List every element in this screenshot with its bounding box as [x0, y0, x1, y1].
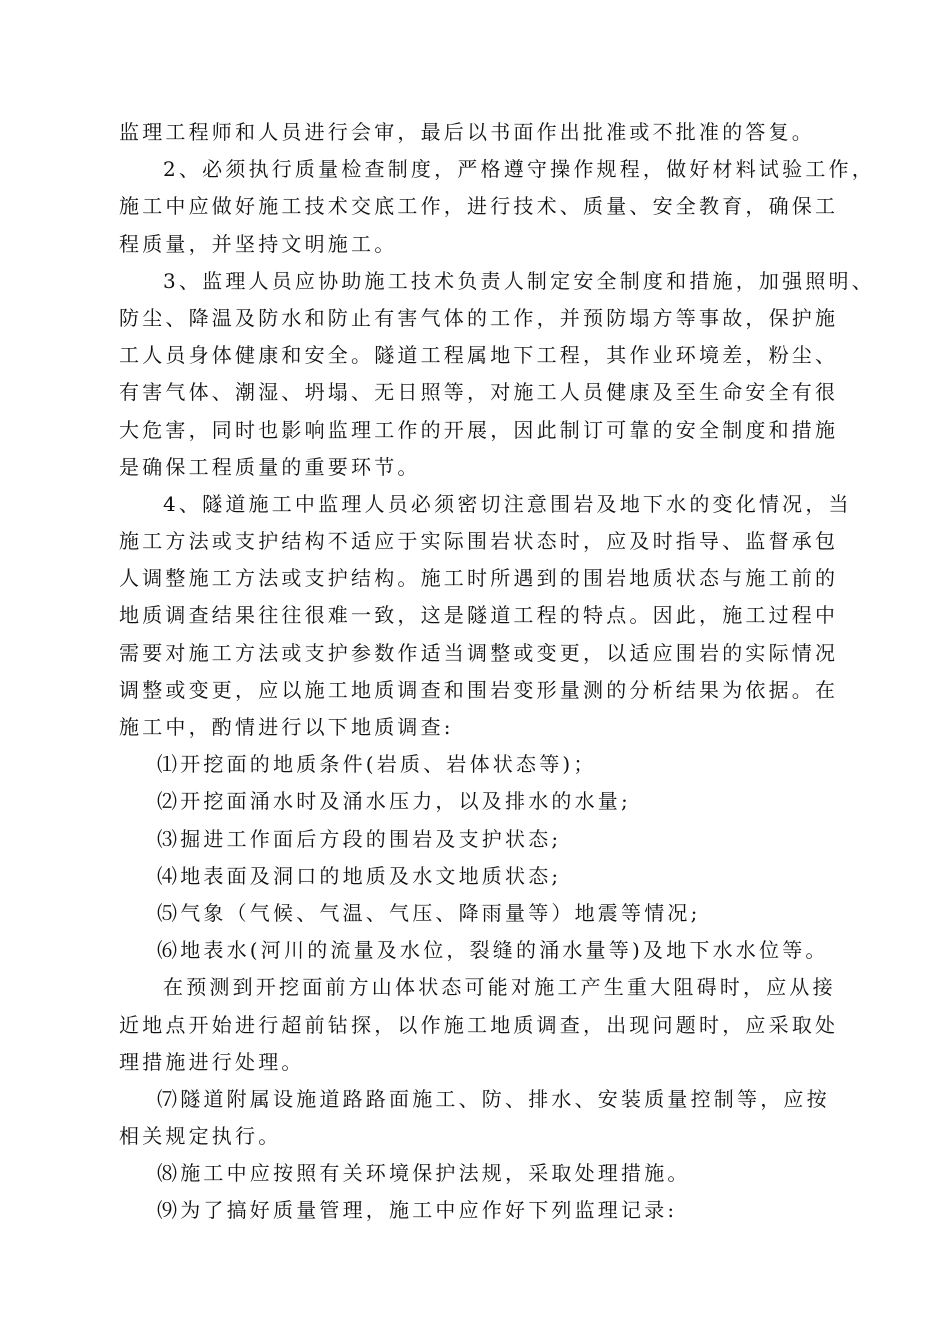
text-line: 理措施进行处理。	[119, 1049, 305, 1074]
text-line: 施工方法或支护结构不适应于实际围岩状态时，应及时指导、监督承包	[119, 529, 839, 554]
list-item: ⑵开挖面涌水时及涌水压力，以及排水的水量;	[157, 789, 631, 814]
text-line: 有害气体、潮湿、坍塌、无日照等，对施工人员健康及至生命安全有很	[119, 380, 839, 405]
text-line: 3、监理人员应协助施工技术负责人制定安全制度和措施，加强照明、	[163, 268, 875, 293]
text-line: 程质量，并坚持文明施工。	[119, 231, 398, 256]
list-item: ⑺隧道附属设施道路路面施工、防、排水、安装质量控制等，应按	[157, 1086, 830, 1111]
text-line: 施工中应做好施工技术交底工作，进行技术、质量、安全教育，确保工	[119, 194, 839, 219]
list-item: ⑼为了搞好质量管理，施工中应作好下列监理记录:	[157, 1198, 678, 1223]
text-line: 相关规定执行。	[119, 1124, 282, 1149]
text-line: 工人员身体健康和安全。隧道工程属地下工程，其作业环境差，粉尘、	[119, 343, 839, 368]
list-item: ⑻施工中应按照有关环境保护法规，采取处理措施。	[157, 1161, 691, 1186]
list-item: ⑹地表水(河川的流量及水位，裂缝的涌水量等)及地下水水位等。	[157, 938, 829, 963]
text-line: 大危害，同时也影响监理工作的开展，因此制订可靠的安全制度和措施	[119, 417, 839, 442]
text-line: 施工中，酌情进行以下地质调查:	[119, 715, 454, 739]
text-line: 在预测到开挖面前方山体状态可能对施工产生重大阻碍时，应从接	[163, 975, 836, 1000]
text-line: 地质调查结果往往很难一致，这是隧道工程的特点。因此，施工过程中	[119, 603, 839, 628]
list-item: ⑸气象（气候、气温、气压、降雨量等）地震等情况;	[157, 900, 701, 925]
text-line: 需要对施工方法或支护参数作适当调整或变更，以适应围岩的实际情况	[119, 640, 839, 665]
text-line: 防尘、降温及防水和防止有害气体的工作，并预防塌方等事故，保护施	[119, 305, 839, 330]
text-line: 2、必须执行质量检查制度，严格遵守操作规程，做好材料试验工作，	[163, 157, 875, 182]
text-line: 监理工程师和人员进行会审，最后以书面作出批准或不批准的答复。	[119, 120, 815, 144]
text-line: 是确保工程质量的重要环节。	[119, 454, 421, 479]
list-item: ⑶掘进工作面后方段的围岩及支护状态;	[157, 826, 562, 851]
text-line: 调整或变更，应以施工地质调查和围岩变形量测的分析结果为依据。在	[119, 677, 839, 702]
list-item: ⑷地表面及洞口的地质及水文地质状态;	[157, 863, 562, 888]
text-line: 人调整施工方法或支护结构。施工时所遇到的围岩地质状态与施工前的	[119, 566, 839, 591]
text-line: 4、隧道施工中监理人员必须密切注意围岩及地下水的变化情况，当	[163, 491, 852, 516]
body-text	[119, 114, 875, 1230]
list-item: ⑴开挖面的地质条件(岩质、岩体状态等)；	[157, 752, 597, 777]
text-line: 近地点开始进行超前钻探，以作施工地质调查，出现问题时，应采取处	[119, 1012, 839, 1037]
